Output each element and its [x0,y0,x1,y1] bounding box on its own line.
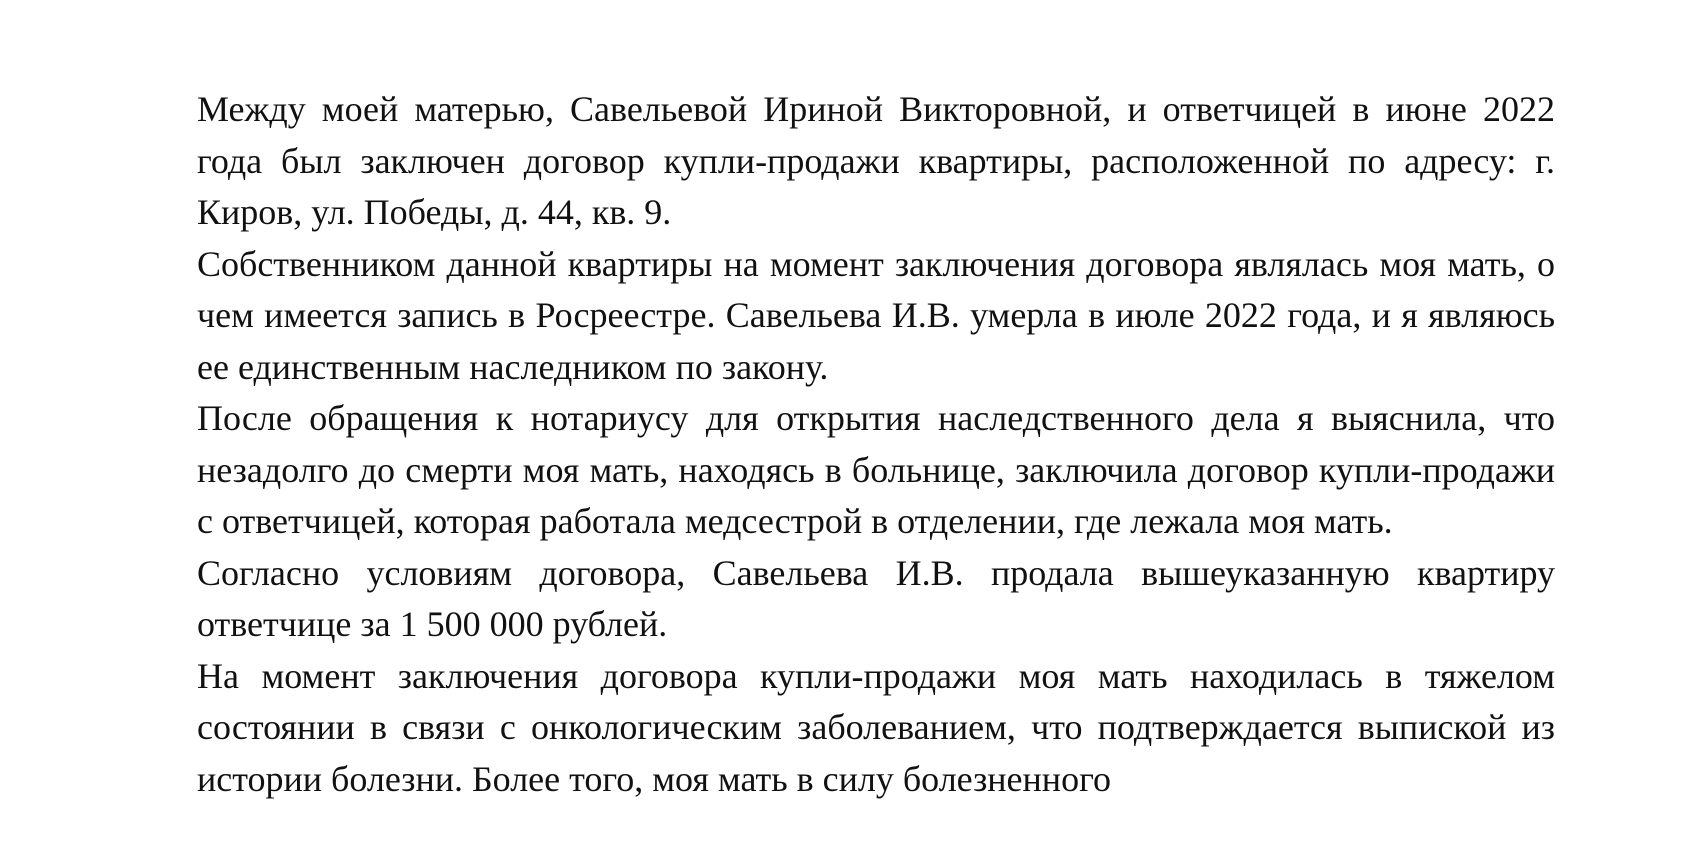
paragraph-notary: После обращения к нотариусу для открытия наследственного дела я выяснила, что незадолго до смерти моя мать, находясь в больнице, заключила договор купли-продажи с ответчицей, которая работала медсестрой в отделении, где лежала моя мать. [197,398,1555,541]
paragraph-ownership: Собственником данной квартиры на момент заключения договора являлась моя мать, о чем имеется запись в Росреестре. Савельева И.В. умерла в июле 2022 года, и я являюсь ее единственным наследником по закону. [197,243,1555,387]
paragraph-sale-agreement: Между моей матерью, Савельевой Ириной Викторовной, и ответчицей в июне 2022 года был заключен договор купли-продажи квартиры, расположенной по адресу: г. Киров, ул. Победы, д. 44, кв. 9. [197,89,1555,232]
paragraph-contract-terms: Согласно условиям договора, Савельева И.В. продала вышеуказанную квартиру ответчице за 1 500 000 рублей. [197,552,1555,644]
document-body [197,84,1555,805]
paragraph-health-condition: На момент заключения договора купли-продажи моя мать находилась в тяжелом состоянии в связи с онкологическим заболеванием, что подтверждается выпиской из истории болезни. Более того, моя мать в силу болезненного [197,655,1555,799]
